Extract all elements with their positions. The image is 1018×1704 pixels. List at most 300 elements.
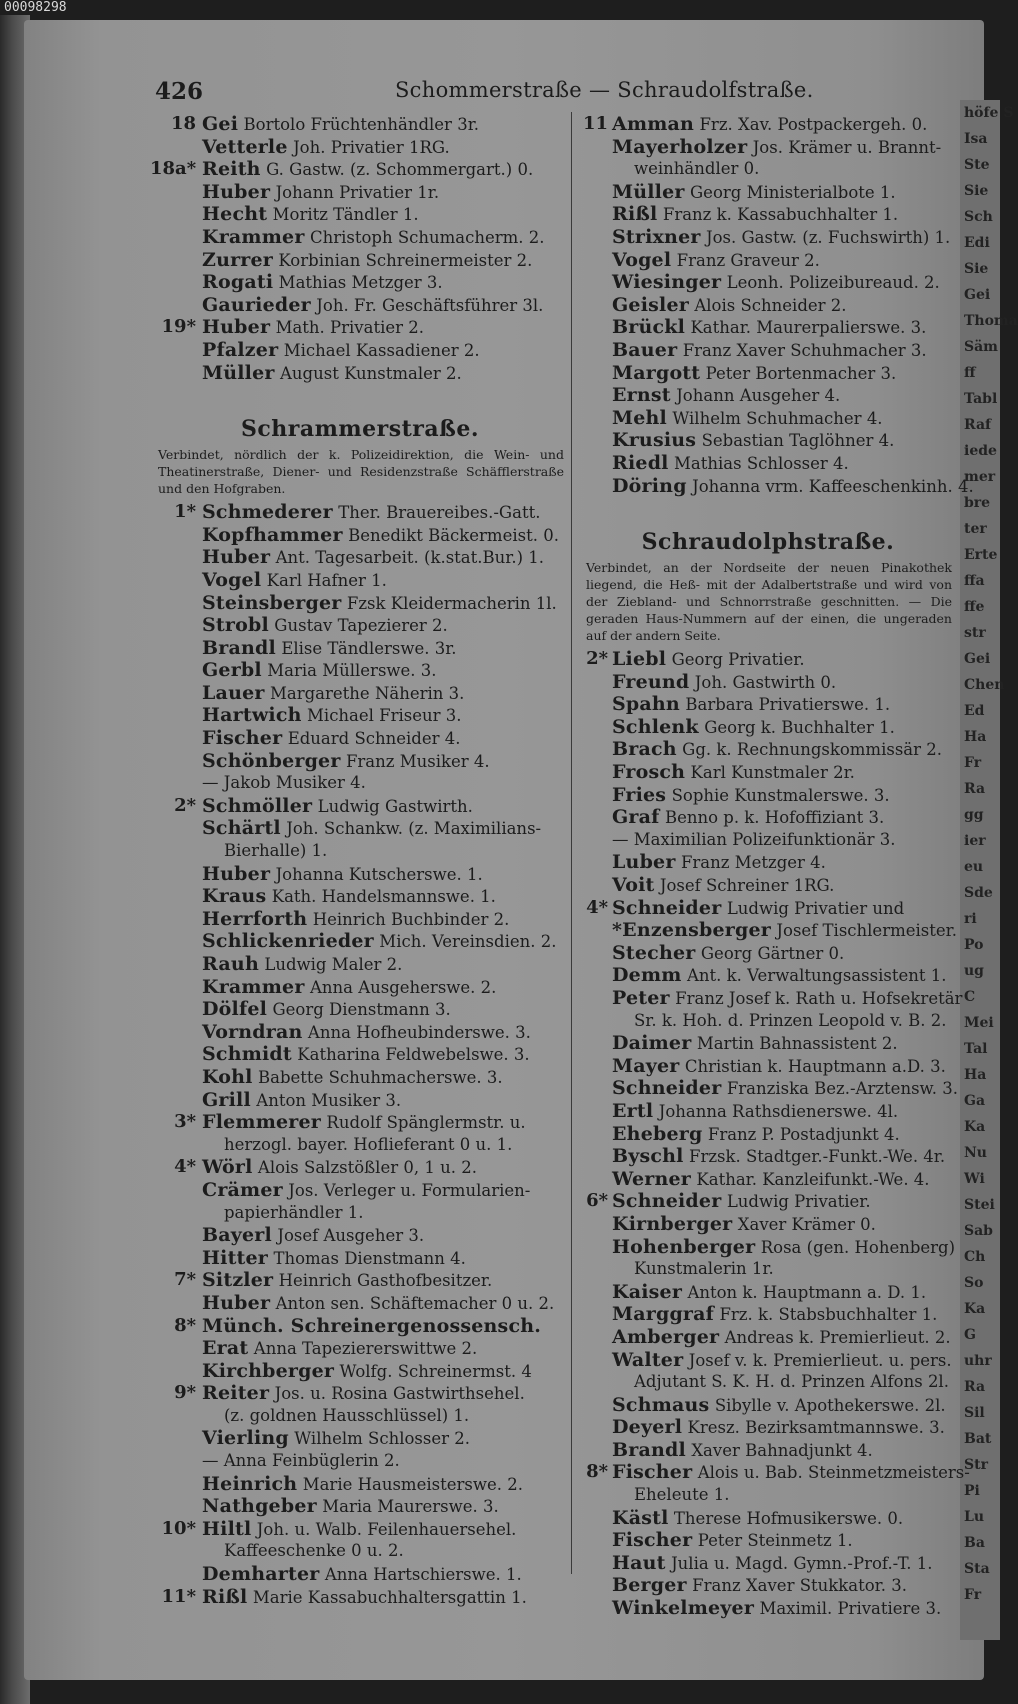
resident-name: Heinrich (202, 1472, 298, 1495)
directory-entry (578, 1168, 958, 1191)
facing-page-fragment: ri (964, 911, 977, 927)
resident-details: Sophie Kunstmalerswe. 3. (671, 785, 890, 805)
facing-page-fragment: höfe S (964, 105, 1014, 121)
entry-text (202, 885, 496, 909)
resident-name: Kraus (202, 885, 267, 908)
directory-entry (578, 384, 958, 407)
facing-page-fragment: ffa (964, 573, 985, 589)
resident-name: Rogati (202, 271, 274, 294)
facing-page-fragment: ff (964, 365, 976, 381)
resident-details: Franz k. Kassabuchhalter 1. (662, 205, 899, 225)
resident-details: Joh. Fr. Geschäftsführer 3l. (316, 295, 544, 315)
directory-entry (150, 953, 570, 976)
facing-page-fragment: Edi (964, 235, 990, 251)
entry-text (612, 648, 805, 672)
directory-entry (578, 271, 958, 294)
facing-page-fragment: Ka (964, 1119, 986, 1135)
directory-entry (578, 1213, 958, 1236)
entry-text (612, 1439, 873, 1463)
directory-entry (150, 704, 570, 727)
directory-entry (150, 1247, 570, 1270)
entry-text (224, 1540, 404, 1563)
facing-page-fragment: Fr (964, 755, 982, 771)
resident-name: Brach (612, 738, 677, 761)
entry-text (612, 1055, 946, 1079)
resident-details: Kaffeeschenke 0 u. 2. (224, 1541, 404, 1561)
resident-details: Josef Schreiner 1RG. (659, 876, 835, 896)
entry-text (634, 158, 759, 181)
entry-text (612, 874, 834, 898)
resident-details: Johann Privatier 1r. (275, 182, 440, 202)
resident-details: Georg Gärtner 0. (700, 943, 845, 963)
resident-details: Marie Kassabuchhaltersgattin 1. (252, 1587, 527, 1607)
facing-page-edge (960, 100, 1018, 1640)
entry-text (202, 1224, 424, 1248)
directory-entry (150, 158, 570, 181)
directory-entry (578, 1529, 958, 1552)
directory-entry (578, 1439, 958, 1462)
directory-entry (578, 874, 958, 897)
house-number: 19* (161, 316, 196, 338)
directory-entry (578, 671, 958, 694)
directory-entry (578, 1416, 958, 1439)
directory-entry (578, 1326, 958, 1349)
entry-text (612, 1552, 932, 1576)
house-number: 6* (586, 1190, 608, 1212)
entry-text (634, 1258, 774, 1281)
facing-page-fragment: Sie (964, 183, 989, 199)
resident-name: Strixner (612, 225, 701, 248)
resident-name: Crämer (202, 1178, 283, 1201)
directory-entry (150, 863, 570, 886)
entry-text (634, 1010, 947, 1033)
section-gap (578, 497, 958, 525)
resident-name: Ertl (612, 1099, 654, 1122)
facing-page-fragment: Gei (964, 651, 991, 667)
resident-name: Gei (202, 113, 239, 135)
directory-entry (578, 113, 958, 136)
entry-text (224, 1202, 363, 1225)
resident-details: Heinrich Buchbinder 2. (312, 909, 510, 929)
facing-page-fragment: Gei (964, 287, 991, 303)
directory-entry (150, 181, 570, 204)
directory-entry (150, 294, 570, 317)
entry-text (612, 1123, 900, 1147)
section-gap (150, 384, 570, 412)
facing-page-fragment: Po (964, 937, 984, 953)
directory-entry (150, 1540, 570, 1563)
resident-details: weinhändler 0. (634, 159, 760, 179)
entry-text (202, 501, 540, 525)
facing-page-fragment: Säm (964, 339, 998, 355)
directory-entry (150, 1021, 570, 1044)
facing-page-fragment: Ba (964, 1535, 985, 1551)
resident-details: Kath. Handelsmannswe. 1. (271, 887, 496, 907)
resident-name: Demharter (202, 1563, 320, 1586)
directory-entry (578, 761, 958, 784)
entry-text (202, 113, 479, 137)
entry-text (612, 271, 940, 295)
house-number: 4* (174, 1156, 196, 1178)
entry-text (612, 1597, 941, 1621)
resident-name: Graf (612, 806, 660, 829)
resident-details: Jos. Gastw. (z. Fuchswirth) 1. (705, 227, 951, 247)
resident-name: Geisler (612, 293, 689, 316)
resident-details: Korbinian Schreinermeister 2. (278, 250, 533, 270)
facing-page-fragment: Ra (964, 1379, 986, 1395)
resident-name: Reith (202, 158, 261, 181)
house-number: 8* (174, 1314, 196, 1336)
entry-text (612, 1236, 955, 1260)
entry-text (202, 727, 461, 751)
house-number: 18a* (150, 158, 197, 180)
entry-text (202, 1156, 477, 1180)
resident-details: Christian k. Hauptmann a.D. 3. (684, 1056, 946, 1076)
directory-entry (578, 316, 958, 339)
entry-text (202, 524, 559, 548)
resident-details: Kunstmalerin 1r. (634, 1259, 774, 1279)
entry-text (612, 1168, 930, 1192)
facing-page-fragment: Ra (964, 781, 986, 797)
directory-entry (578, 474, 974, 498)
resident-name: Mayer (612, 1054, 680, 1077)
directory-entry (150, 885, 570, 908)
entry-text (202, 1247, 466, 1271)
directory-entry (578, 339, 958, 362)
left-entries (150, 113, 570, 384)
resident-name: Vetterle (202, 135, 288, 158)
directory-entry (578, 226, 958, 249)
directory-entry (578, 158, 958, 181)
resident-name: Müller (612, 180, 685, 203)
directory-entry (578, 1236, 958, 1259)
directory-entry (578, 738, 958, 761)
resident-name: Hiltl (202, 1517, 252, 1540)
entry-text (202, 1450, 400, 1473)
entry-text (202, 1292, 554, 1316)
house-number: 11* (161, 1585, 196, 1607)
resident-name: Schneider (612, 1190, 722, 1213)
resident-name: Erat (202, 1337, 249, 1360)
entry-text (202, 294, 543, 318)
facing-page-fragment: uhr (964, 1353, 992, 1369)
left-column (150, 113, 570, 1608)
directory-entry (578, 1258, 958, 1281)
resident-name: Krusius (612, 429, 697, 452)
entry-text (612, 829, 895, 852)
resident-details: Georg Dienstmann 3. (272, 1000, 451, 1020)
facing-page-fragment: So (964, 1275, 984, 1291)
page-header (155, 78, 975, 108)
directory-entry (150, 930, 570, 953)
resident-name: Gerbl (202, 659, 262, 682)
resident-name: Sitzler (202, 1269, 274, 1292)
resident-details: Peter Steinmetz 1. (697, 1531, 853, 1551)
resident-name: Huber (202, 180, 271, 203)
resident-name: Schmederer (202, 501, 333, 524)
directory-entry (150, 1269, 570, 1292)
resident-name: Brückl (612, 316, 686, 339)
entry-text (202, 1473, 523, 1497)
resident-name: Fischer (202, 727, 283, 750)
directory-entry (578, 1077, 958, 1100)
directory-entry (150, 226, 570, 249)
entry-text (202, 249, 532, 273)
directory-entry (578, 1010, 958, 1033)
entry-text (612, 1303, 937, 1327)
resident-details: Johanna Rathsdienerswe. 4l. (658, 1101, 899, 1121)
entry-text (202, 772, 366, 795)
resident-name: Nathgeber (202, 1495, 317, 1518)
resident-name: Kopfhammer (202, 523, 343, 546)
resident-details: Anton sen. Schäftemacher 0 u. 2. (275, 1293, 555, 1313)
resident-details: Leonh. Polizeibureaud. 2. (726, 273, 940, 293)
directory-entry (578, 964, 958, 987)
resident-details: Michael Kassadiener 2. (283, 340, 480, 360)
resident-details: Franz Musiker 4. (345, 751, 490, 771)
street-description: Verbindet, an der Nordseite der neuen Pinakothek liegend, die Heß- mit der Adalbertstraße und wird von der Ziebland- und Schnorrstraße geschnitten. — Die geraden Haus-Nummern auf der einen, die ungeraden auf der andern Seite. (586, 560, 952, 644)
directory-entry (578, 203, 958, 226)
resident-name: Steinsberger (202, 591, 342, 614)
directory-entry (578, 806, 958, 829)
resident-details: Georg k. Buchhalter 1. (704, 717, 895, 737)
right-entries-2 (578, 648, 970, 1620)
entry-text (612, 362, 896, 386)
directory-entry (150, 316, 570, 339)
entry-text (612, 1326, 951, 1350)
entry-text (202, 1427, 470, 1451)
resident-name: Luber (612, 851, 676, 874)
resident-details: Franz Metzger 4. (680, 853, 826, 873)
directory-entry (150, 1202, 570, 1225)
entry-text (612, 1032, 898, 1056)
directory-entry (578, 1597, 958, 1620)
entry-text (202, 226, 545, 250)
resident-name: Brandl (202, 636, 276, 659)
resident-details: Franziska Bez.-Arztensw. 3. (726, 1079, 958, 1099)
entry-text (612, 1213, 876, 1237)
entry-text (202, 1586, 527, 1610)
facing-page-fragment: ug (964, 963, 984, 979)
directory-entry (150, 1427, 570, 1450)
directory-entry (150, 750, 570, 773)
resident-details: Ludwig Gastwirth. (317, 796, 473, 816)
directory-entry (150, 1066, 570, 1089)
resident-name: Flemmerer (202, 1111, 322, 1134)
facing-page-fragment: bre (964, 495, 991, 511)
resident-details: herzogl. bayer. Hoflieferant 0 u. 1. (224, 1134, 513, 1154)
entry-text (612, 851, 826, 875)
entry-text (224, 1405, 469, 1428)
directory-entry (578, 136, 958, 159)
resident-name: Schmaus (612, 1393, 710, 1416)
resident-name: Brandl (612, 1438, 686, 1461)
resident-details: Johanna Kutscherswe. 1. (275, 864, 483, 884)
resident-details: Martin Bahnassistent 2. (696, 1034, 898, 1054)
resident-details: Ludwig Maler 2. (264, 955, 403, 974)
directory-entry (578, 784, 958, 807)
resident-details: Wilhelm Schlosser 2. (294, 1429, 471, 1449)
facing-page-fragment: Sch (964, 209, 993, 225)
directory-entry (150, 1337, 570, 1360)
house-number: 2* (586, 648, 608, 670)
resident-details: Frzsk. Stadtger.-Funkt.-We. 4r. (689, 1147, 946, 1167)
entry-text (202, 1360, 532, 1384)
entry-text (612, 1349, 952, 1373)
resident-name: Liebl (612, 648, 667, 671)
resident-name: Hecht (202, 203, 268, 226)
entry-text (612, 294, 847, 318)
resident-details: Franz Josef k. Rath u. Hofsekretär (675, 989, 963, 1008)
directory-entry (150, 795, 570, 818)
resident-details: Gustav Tapezierer 2. (274, 616, 448, 636)
directory-entry (578, 1507, 958, 1530)
entry-text (202, 592, 557, 616)
facing-page-fragment: Ed (964, 703, 985, 719)
entry-text (202, 704, 462, 728)
directory-entry (578, 1552, 958, 1575)
entry-text (202, 1315, 541, 1339)
directory-entry (578, 249, 958, 272)
resident-details: Anton k. Hauptmann a. D. 1. (687, 1282, 927, 1302)
directory-entry (578, 942, 958, 965)
facing-page-fragment: Bat (964, 1431, 992, 1447)
directory-entry (578, 1574, 958, 1597)
resident-name: Berger (612, 1574, 687, 1597)
directory-entry (150, 203, 570, 226)
entry-text (202, 659, 437, 683)
directory-entry (578, 1349, 958, 1372)
directory-entry (150, 1134, 570, 1157)
resident-details: Mathias Metzger 3. (278, 273, 443, 293)
directory-entry (150, 1518, 570, 1541)
directory-entry (578, 452, 958, 475)
directory-entry (150, 362, 570, 385)
resident-name: Schlickenrieder (202, 930, 374, 953)
directory-entry (578, 294, 958, 317)
facing-page-fragment: ter (964, 521, 987, 537)
resident-details: Alois u. Bab. Steinmetzmeisters- (697, 1463, 970, 1483)
resident-details: Elise Tändlerswe. 3r. (281, 638, 457, 658)
entry-text (612, 1574, 907, 1598)
entry-text (202, 998, 451, 1022)
scan-id-stamp: 00098298 (0, 0, 71, 15)
resident-name: Krammer (202, 225, 305, 248)
directory-entry (150, 1315, 570, 1338)
resident-details: Bortolo Früchtenhändler 3r. (243, 115, 480, 134)
directory-entry (578, 716, 958, 739)
facing-page-fragment: Mei (964, 1015, 994, 1031)
resident-name: Vogel (612, 248, 672, 271)
left-entries-2 (150, 501, 570, 1608)
resident-name: Huber (202, 546, 271, 569)
directory-entry (150, 1292, 570, 1315)
directory-entry (150, 772, 570, 795)
resident-details: Joh. Privatier 1RG. (293, 137, 450, 157)
directory-entry (150, 1089, 570, 1112)
facing-page-fragment: Isa (964, 131, 988, 147)
directory-entry (578, 362, 958, 385)
facing-page-fragment: ffe (964, 599, 985, 615)
resident-name: Gaurieder (202, 293, 311, 316)
house-number: 10* (161, 1517, 196, 1539)
entry-text (612, 1190, 871, 1214)
entry-text (202, 795, 473, 819)
directory-entry (150, 1450, 570, 1473)
resident-details: Anna Hartschierswe. 1. (324, 1565, 522, 1585)
entry-text (612, 738, 942, 762)
resident-name: Voit (612, 874, 655, 897)
resident-name: Vierling (202, 1427, 289, 1450)
directory-entry (578, 648, 958, 671)
entry-text (612, 897, 904, 921)
resident-details: Josef Ausgeher 3. (277, 1226, 425, 1246)
facing-page-fragment: Erte (964, 547, 998, 563)
resident-details: Andreas k. Premierlieut. 2. (724, 1327, 951, 1347)
resident-details: Gg. k. Rechnungskommissär 2. (682, 740, 943, 760)
entry-text (202, 953, 402, 977)
resident-name: Rißl (612, 203, 658, 226)
entry-text (202, 339, 480, 363)
entry-text (202, 930, 556, 954)
resident-name: *Enzensberger (612, 919, 771, 942)
resident-name: Wörl (202, 1156, 253, 1179)
entry-text (202, 316, 424, 340)
directory-entry (578, 1190, 958, 1213)
resident-name: Rauh (202, 953, 259, 975)
facing-page-fragment: eu (964, 859, 984, 875)
resident-name: Mayerholzer (612, 135, 748, 158)
entry-text (612, 113, 927, 137)
entry-text (612, 181, 896, 205)
column-divider (571, 112, 572, 1574)
entry-text (612, 1416, 945, 1440)
house-number: 9* (174, 1382, 196, 1404)
facing-page-fragment: G (964, 1327, 976, 1343)
facing-page-fragment: Str (964, 1457, 988, 1473)
directory-entry (150, 727, 570, 750)
resident-details: August Kunstmaler 2. (280, 363, 462, 383)
resident-name: Schönberger (202, 749, 341, 772)
resident-details: Margarethe Näherin 3. (270, 683, 465, 703)
resident-name: Reiter (202, 1382, 270, 1405)
directory-entry (150, 637, 570, 660)
directory-entry (578, 1100, 958, 1123)
entry-text (202, 1269, 492, 1293)
resident-details: Therese Hofmusikerswe. 0. (673, 1508, 904, 1528)
directory-entry (578, 693, 958, 716)
facing-page-fragment: Ch (964, 1249, 986, 1265)
directory-entry (150, 1473, 570, 1496)
resident-details: Sr. k. Hoh. d. Prinzen Leopold v. B. 2. (634, 1010, 947, 1030)
resident-name: Eheberg (612, 1122, 703, 1145)
resident-details: Sebastian Taglöhner 4. (701, 431, 895, 451)
resident-name: Marggraf (612, 1303, 715, 1326)
resident-details: Mathias Schlosser 4. (674, 453, 849, 473)
resident-name: Winkelmeyer (612, 1597, 755, 1620)
right-entries (578, 113, 974, 497)
entry-text (202, 181, 439, 205)
resident-name: Ernst (612, 384, 671, 407)
directory-entry (150, 1224, 570, 1247)
resident-details: Barbara Privatierswe. 1. (685, 695, 891, 715)
resident-name: Strobl (202, 614, 269, 637)
facing-page-fragment: Ga (964, 1093, 986, 1109)
directory-entry (578, 851, 958, 874)
resident-name: Fischer (612, 1461, 693, 1484)
resident-details: Karl Kunstmaler 2r. (690, 763, 855, 783)
entry-text (612, 1281, 926, 1305)
